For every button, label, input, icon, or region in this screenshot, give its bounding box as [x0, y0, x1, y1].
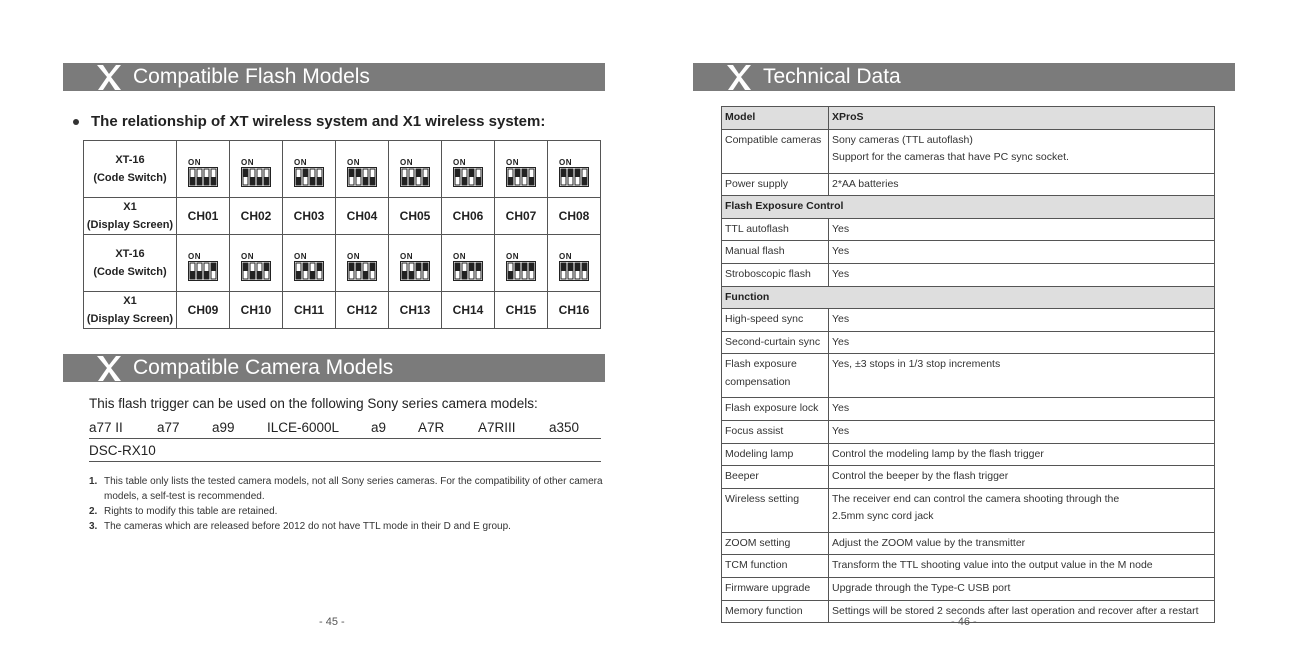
model-name: a99	[212, 420, 235, 435]
switch-cell	[336, 235, 389, 292]
switch-cell	[389, 235, 442, 292]
channel-value: CH14	[442, 292, 495, 329]
spec-row	[722, 173, 1215, 196]
spec-key: Power supply	[722, 173, 829, 196]
page-number-left: - 45 -	[319, 616, 345, 628]
on-label: ON	[506, 251, 519, 261]
channel-value: CH13	[389, 292, 442, 329]
on-label: ON	[453, 157, 466, 167]
spec-row	[722, 354, 1215, 398]
dip-switch-icon	[241, 159, 271, 187]
note-number: 2.	[89, 506, 98, 517]
on-label: ON	[294, 251, 307, 261]
spec-table	[721, 106, 1215, 623]
dip-switch-icon	[294, 159, 324, 187]
switch-cell	[230, 235, 283, 292]
on-label: ON	[241, 157, 254, 167]
spec-key: Model	[722, 107, 829, 130]
model-name: a77	[157, 420, 180, 435]
spec-section-title: Function	[722, 286, 1215, 309]
screen-row-2	[84, 292, 601, 329]
relationship-heading	[73, 113, 545, 130]
spec-value: XProS	[829, 107, 1215, 130]
on-label: ON	[559, 157, 572, 167]
technical-data-banner	[693, 63, 1235, 91]
spec-value: Yes	[829, 420, 1215, 443]
spec-value: Yes	[829, 331, 1215, 354]
x1-label: X1	[123, 201, 137, 213]
spec-row	[722, 532, 1215, 555]
switch-cell	[177, 235, 230, 292]
channel-value: CH01	[177, 198, 230, 235]
switch-row-2	[84, 235, 601, 292]
switch-cell	[495, 235, 548, 292]
spec-row	[722, 331, 1215, 354]
spec-row	[722, 218, 1215, 241]
note-text: Rights to modify this table are retained.	[104, 506, 278, 517]
dip-switch-icon	[453, 253, 483, 281]
switch-cell	[283, 141, 336, 198]
xt16-label: XT-16	[115, 248, 145, 260]
dip-switch-icon	[241, 253, 271, 281]
spec-row	[722, 555, 1215, 578]
dip-switch-icon	[400, 253, 430, 281]
spec-value: Yes, ±3 stops in 1/3 stop increments	[829, 354, 1215, 398]
display-screen-label: (Display Screen)	[86, 313, 174, 325]
spec-row	[722, 263, 1215, 286]
spec-value-line: The receiver end can control the camera shooting through the	[832, 492, 1120, 505]
dip-switch-icon	[294, 253, 324, 281]
spec-value: Settings will be stored 2 seconds after last operation and recover after a restart	[829, 600, 1215, 623]
switch-cell	[442, 141, 495, 198]
x-logo-icon	[95, 63, 123, 91]
note-text: This table only lists the tested camera models, not all Sony series cameras. For the compatibility of other camera models, a self-test is recommended.	[104, 476, 603, 502]
dip-switch-icon	[400, 159, 430, 187]
banner-title: Technical Data	[763, 65, 901, 88]
spec-key: Flash exposure lock	[722, 398, 829, 421]
channel-value: CH08	[548, 198, 601, 235]
note-item	[89, 474, 609, 504]
dip-switch-icon	[453, 159, 483, 187]
model-name: A7RIII	[478, 420, 516, 435]
spec-row	[722, 129, 1215, 173]
spec-value: 2*AA batteries	[829, 173, 1215, 196]
spec-value-line: Support for the cameras that have PC sync socket.	[832, 151, 1069, 164]
switch-cell	[389, 141, 442, 198]
on-label: ON	[188, 251, 201, 261]
code-switch-label: (Code Switch)	[93, 172, 167, 184]
channel-table	[83, 140, 601, 329]
flash-models-banner	[63, 63, 605, 91]
dip-switch-icon	[559, 159, 589, 187]
spec-section-row	[722, 196, 1215, 219]
heading-text: The relationship of XT wireless system and X1 wireless system:	[91, 113, 546, 130]
spec-key-line: compensation	[725, 375, 791, 388]
note-item	[89, 504, 609, 519]
dip-switch-icon	[506, 253, 536, 281]
dip-switch-icon	[347, 253, 377, 281]
page-number-right: - 46 -	[951, 616, 977, 628]
spec-value: Control the modeling lamp by the flash trigger	[829, 443, 1215, 466]
model-name: DSC-RX10	[89, 443, 156, 458]
spec-value: Yes	[829, 398, 1215, 421]
spec-value: Upgrade through the Type-C USB port	[829, 577, 1215, 600]
spec-row	[722, 398, 1215, 421]
channel-value: CH11	[283, 292, 336, 329]
spec-row	[722, 443, 1215, 466]
channel-value: CH16	[548, 292, 601, 329]
x1-label-cell	[84, 198, 177, 235]
spec-key: High-speed sync	[722, 309, 829, 332]
on-label: ON	[506, 157, 519, 167]
spec-key: TTL autoflash	[722, 218, 829, 241]
spec-key: Compatible cameras	[722, 129, 829, 173]
spec-row	[722, 309, 1215, 332]
x-logo-icon	[725, 63, 753, 91]
spec-key: Second-curtain sync	[722, 331, 829, 354]
channel-value: CH03	[283, 198, 336, 235]
switch-cell	[230, 141, 283, 198]
models-row	[89, 418, 601, 439]
model-name: a9	[371, 420, 387, 435]
camera-intro: This flash trigger can be used on the following Sony series camera models:	[89, 396, 538, 411]
camera-models-banner	[63, 354, 605, 382]
bullet-icon	[73, 119, 79, 125]
note-number: 3.	[89, 521, 98, 532]
spec-value: Yes	[829, 309, 1215, 332]
on-label: ON	[453, 251, 466, 261]
spec-header-row	[722, 107, 1215, 130]
on-label: ON	[400, 251, 413, 261]
screen-row-1	[84, 198, 601, 235]
switch-row-1	[84, 141, 601, 198]
spec-key: Memory function	[722, 600, 829, 623]
display-screen-label: (Display Screen)	[86, 219, 174, 231]
dip-switch-icon	[188, 253, 218, 281]
code-switch-label: (Code Switch)	[93, 266, 167, 278]
channel-value: CH10	[230, 292, 283, 329]
channel-value: CH05	[389, 198, 442, 235]
spec-row	[722, 420, 1215, 443]
spec-value: Adjust the ZOOM value by the transmitter	[829, 532, 1215, 555]
spec-row	[722, 577, 1215, 600]
spec-section-title: Flash Exposure Control	[722, 196, 1215, 219]
spec-key: ZOOM setting	[722, 532, 829, 555]
switch-cell	[548, 141, 601, 198]
spec-key: Wireless setting	[722, 488, 829, 532]
banner-title: Compatible Flash Models	[133, 65, 370, 88]
xt16-label-cell	[84, 141, 177, 198]
models-row	[89, 441, 601, 462]
spec-value-line: Sony cameras (TTL autoflash)	[832, 133, 973, 146]
switch-cell	[495, 141, 548, 198]
model-name: a350	[549, 420, 580, 435]
dip-switch-icon	[559, 253, 589, 281]
spec-value: Yes	[829, 263, 1215, 286]
on-label: ON	[347, 251, 360, 261]
channel-value: CH02	[230, 198, 283, 235]
spec-key: Manual flash	[722, 241, 829, 264]
switch-cell	[283, 235, 336, 292]
spec-section-row	[722, 286, 1215, 309]
xt16-label-cell	[84, 235, 177, 292]
dip-switch-icon	[188, 159, 218, 187]
spec-value	[829, 488, 1215, 532]
spec-key: Stroboscopic flash	[722, 263, 829, 286]
on-label: ON	[241, 251, 254, 261]
note-number: 1.	[89, 476, 98, 487]
spec-value: Transform the TTL shooting value into the output value in the M node	[829, 555, 1215, 578]
on-label: ON	[294, 157, 307, 167]
channel-value: CH07	[495, 198, 548, 235]
switch-cell	[442, 235, 495, 292]
spec-key-line: Flash exposure	[725, 358, 797, 371]
note-item	[89, 519, 609, 534]
spec-key: Modeling lamp	[722, 443, 829, 466]
dip-switch-icon	[347, 159, 377, 187]
channel-value: CH12	[336, 292, 389, 329]
banner-title: Compatible Camera Models	[133, 356, 394, 379]
channel-value: CH06	[442, 198, 495, 235]
spec-value: Yes	[829, 241, 1215, 264]
x-logo-icon	[95, 354, 123, 382]
model-name: A7R	[418, 420, 445, 435]
spec-key	[722, 354, 829, 398]
on-label: ON	[188, 157, 201, 167]
x1-label: X1	[123, 295, 137, 307]
model-name: a77 II	[89, 420, 123, 435]
switch-cell	[177, 141, 230, 198]
spec-value	[829, 129, 1215, 173]
dip-switch-icon	[506, 159, 536, 187]
spec-value: Control the beeper by the flash trigger	[829, 466, 1215, 489]
spec-key: Beeper	[722, 466, 829, 489]
on-label: ON	[400, 157, 413, 167]
notes-list	[89, 474, 609, 534]
spec-value: Yes	[829, 218, 1215, 241]
spec-row	[722, 488, 1215, 532]
spec-key: Focus assist	[722, 420, 829, 443]
note-text: The cameras which are released before 2012 do not have TTL mode in their D and E group.	[104, 521, 511, 532]
channel-value: CH09	[177, 292, 230, 329]
spec-value-line: 2.5mm sync cord jack	[832, 510, 934, 523]
xt16-label: XT-16	[115, 154, 145, 166]
x1-label-cell	[84, 292, 177, 329]
switch-cell	[548, 235, 601, 292]
channel-value: CH04	[336, 198, 389, 235]
spec-key: Firmware upgrade	[722, 577, 829, 600]
switch-cell	[336, 141, 389, 198]
on-label: ON	[347, 157, 360, 167]
model-name: ILCE-6000L	[267, 420, 340, 435]
channel-value: CH15	[495, 292, 548, 329]
on-label: ON	[559, 251, 572, 261]
spec-row	[722, 466, 1215, 489]
spec-key: TCM function	[722, 555, 829, 578]
spec-row	[722, 241, 1215, 264]
